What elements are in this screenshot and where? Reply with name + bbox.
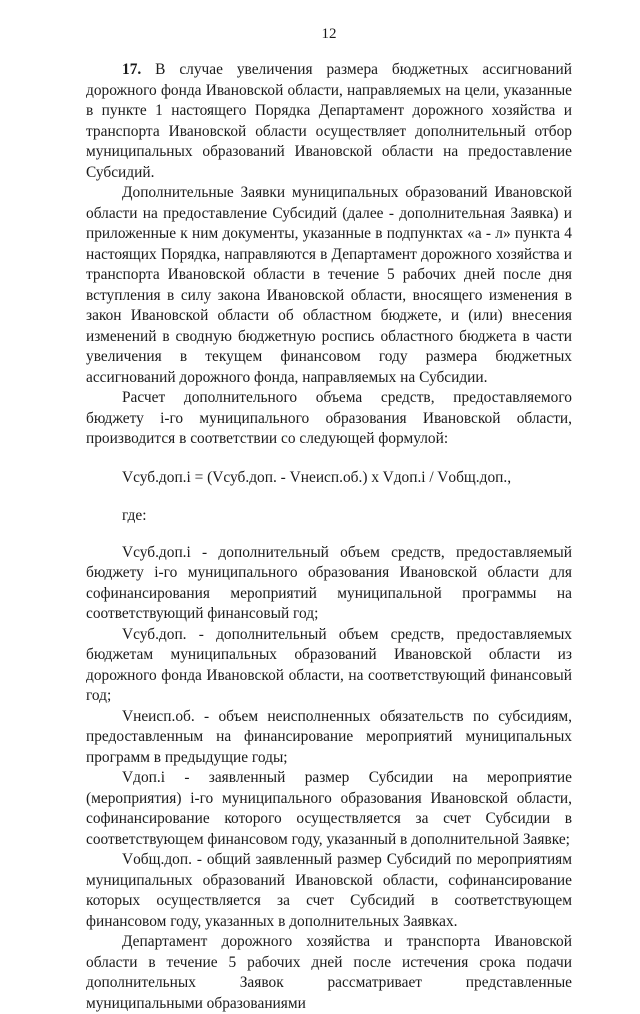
spacer xyxy=(86,527,572,543)
final-paragraph: Департамент дорожного хозяйства и транспорта Ивановской области в течение 5 рабочих дней после истечения срока подачи дополнительных Заявок рассматривает представленные муниципальными образованиями xyxy=(86,933,572,1012)
point-number: 17. xyxy=(122,61,142,78)
definition-item: Vсуб.доп. - дополнительный объем средств, предоставляемых бюджетам муниципальных образований Ивановской области из дорожного фонда Ивановской области, на соответствующий финансовый год; xyxy=(86,625,572,704)
point-17-text: В случае увеличения размера бюджетных ассигнований дорожного фонда Ивановской области, направляемых на цели, указанные в пункте 1 настоящего Порядка Департамент дорожного хозяйства и транспорта Ивановской области осуществляет дополнительный отбор муниципальных образований Ивановской области на предоставление Субсидий. xyxy=(86,61,572,181)
definition-item: Vсуб.доп.i - дополнительный объем средств, предоставляемый бюджету i-го муниципального образования Ивановской области для софинансирования мероприятий муниципальной программы на соответствующий финансовый год; xyxy=(86,543,572,622)
calculation-paragraph: Расчет дополнительного объема средств, предоставляемого бюджету i-го муниципального образования Ивановской области, производится в соответствии со следующей формулой: xyxy=(86,389,572,447)
document-body xyxy=(86,60,572,1014)
page-number: 12 xyxy=(321,26,337,42)
point-17-paragraph xyxy=(86,60,572,183)
formula: Vсуб.доп.i = (Vсуб.доп. - Vнеисп.об.) x Vдоп.i / Vобщ.доп., xyxy=(122,468,512,486)
definition-item: Vдоп.i - заявленный размер Субсидии на мероприятие (мероприятия) i-го муниципального образования Ивановской области, софинансирование которого осуществляется за счет Субсидии в соответствующем финансовом году, указанный в дополнительной Заявке; xyxy=(86,769,572,848)
definition-item: Vобщ.доп. - общий заявленный размер Субсидий по мероприятиям муниципальных образований Ивановской области, софинансирование которых осуществляется за счет Субсидий в соответствующем финансовом году, указанных в дополнительных Заявках. xyxy=(86,851,572,930)
where-label: где: xyxy=(122,507,147,524)
additional-requests-paragraph: Дополнительные Заявки муниципальных образований Ивановской области на предоставление Субсидий (далее - дополнительная Заявка) и приложенные к ним документы, указанные в подпунктах «а - л» пункта 4 настоящих Порядка, направляются в Департамент дорожного хозяйства и транспорта Ивановской области в течение 5 рабочих дней после дня вступления в силу закона Ивановской области, вносящего изменения в закон Ивановской области об областном бюджете, и (или) внесения изменений в сводную бюджетную роспись областного бюджета в части увеличения в текущем финансовом году размера бюджетных ассигнований дорожного фонда, направляемых на Субсидии. xyxy=(86,184,572,386)
definition-item: Vнеисп.об. - объем неисполненных обязательств по субсидиям, предоставленным на финансирование мероприятий муниципальных программ в предыдущие годы; xyxy=(86,707,572,766)
